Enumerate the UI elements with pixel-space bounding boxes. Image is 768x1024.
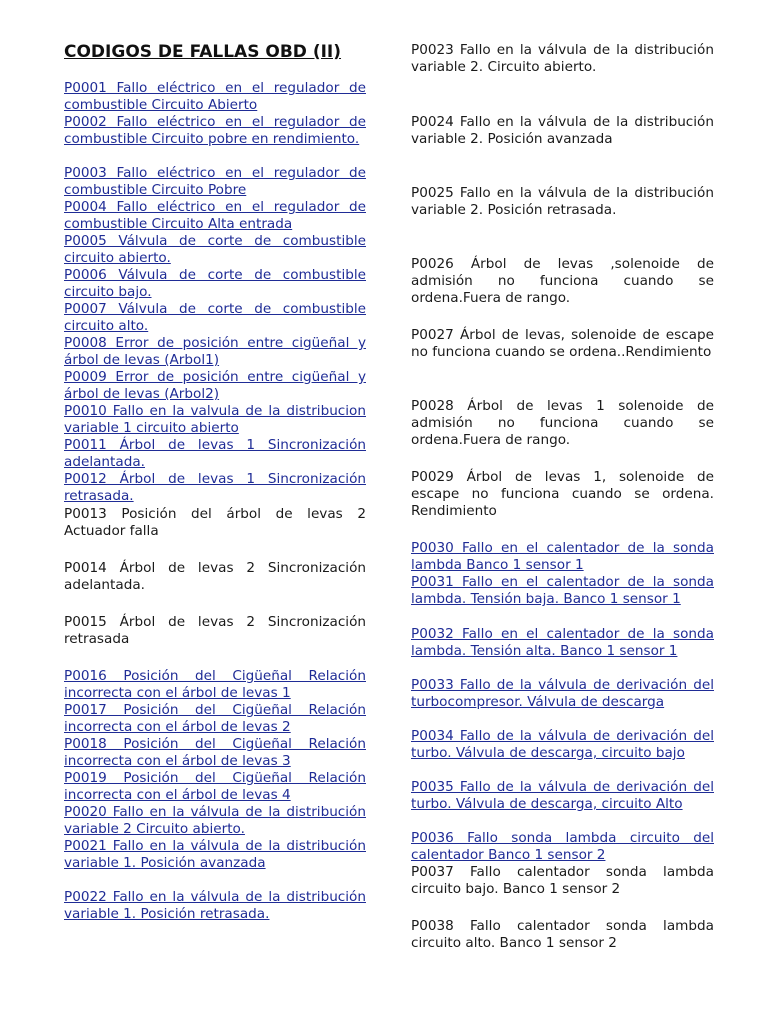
fault-code-link[interactable]: P0001 Fallo eléctrico en el regulador de combustible Circuito Abierto xyxy=(64,80,366,113)
fault-code-entry: P0038 Fallo calentador sonda lambda circuito alto. Banco 1 sensor 2 xyxy=(411,918,714,951)
fault-code-link[interactable]: P0035 Fallo de la válvula de derivación del turbo. Válvula de descarga, circuito Alto xyxy=(411,779,714,812)
fault-code-entry: P0015 Árbol de levas 2 Sincronización retrasada xyxy=(64,614,366,647)
fault-code-link[interactable]: P0016 Posición del Cigüeñal Relación incorrecta con el árbol de levas 1 xyxy=(64,668,366,701)
fault-code-link[interactable]: P0006 Válvula de corte de combustible circuito bajo. xyxy=(64,267,366,300)
fault-code-link[interactable]: P0005 Válvula de corte de combustible circuito abierto. xyxy=(64,233,366,266)
fault-code-link[interactable]: P0021 Fallo en la válvula de la distribución variable 1. Posición avanzada xyxy=(64,838,366,871)
fault-code-link[interactable]: P0036 Fallo sonda lambda circuito del calentador Banco 1 sensor 2 xyxy=(411,830,714,863)
fault-code-link[interactable]: P0002 Fallo eléctrico en el regulador de combustible Circuito pobre en rendimiento. xyxy=(64,114,366,147)
fault-code-entry: P0013 Posición del árbol de levas 2 Actuador falla xyxy=(64,506,366,539)
fault-code-link[interactable]: P0020 Fallo en la válvula de la distribución variable 2 Circuito abierto. xyxy=(64,804,366,837)
fault-code-link[interactable]: P0018 Posición del Cigüeñal Relación incorrecta con el árbol de levas 3 xyxy=(64,736,366,769)
fault-code-link[interactable]: P0032 Fallo en el calentador de la sonda lambda. Tensión alta. Banco 1 sensor 1 xyxy=(411,626,714,659)
fault-code-entry: P0026 Árbol de levas ,solenoide de admisión no funciona cuando se ordena.Fuera de rango. xyxy=(411,256,714,306)
fault-code-entry: P0023 Fallo en la válvula de la distribución variable 2. Circuito abierto. xyxy=(411,42,714,75)
fault-code-link[interactable]: P0030 Fallo en el calentador de la sonda lambda Banco 1 sensor 1 xyxy=(411,540,714,573)
fault-code-link[interactable]: P0003 Fallo eléctrico en el regulador de combustible Circuito Pobre xyxy=(64,165,366,198)
fault-code-link[interactable]: P0009 Error de posición entre cigüeñal y árbol de levas (Arbol2) xyxy=(64,369,366,402)
fault-code-link[interactable]: P0034 Fallo de la válvula de derivación del turbo. Válvula de descarga, circuito bajo xyxy=(411,728,714,761)
fault-code-link[interactable]: P0022 Fallo en la válvula de la distribución variable 1. Posición retrasada. xyxy=(64,889,366,922)
fault-code-link[interactable]: P0012 Árbol de levas 1 Sincronización retrasada. xyxy=(64,471,366,504)
fault-code-link[interactable]: P0008 Error de posición entre cigüeñal y árbol de levas (Arbol1) xyxy=(64,335,366,368)
fault-code-link[interactable]: P0010 Fallo en la valvula de la distribucion variable 1 circuito abierto xyxy=(64,403,366,436)
fault-code-link[interactable]: P0031 Fallo en el calentador de la sonda lambda. Tensión baja. Banco 1 sensor 1 xyxy=(411,574,714,607)
page-title: CODIGOS DE FALLAS OBD (II) xyxy=(64,42,342,62)
fault-code-link[interactable]: P0011 Árbol de levas 1 Sincronización adelantada. xyxy=(64,437,366,470)
fault-code-link[interactable]: P0019 Posición del Cigüeñal Relación incorrecta con el árbol de levas 4 xyxy=(64,770,366,803)
fault-code-entry: P0024 Fallo en la válvula de la distribución variable 2. Posición avanzada xyxy=(411,114,714,147)
fault-code-link[interactable]: P0033 Fallo de la válvula de derivación del turbocompresor. Válvula de descarga xyxy=(411,677,714,710)
fault-code-entry: P0014 Árbol de levas 2 Sincronización adelantada. xyxy=(64,560,366,593)
fault-code-link[interactable]: P0007 Válvula de corte de combustible circuito alto. xyxy=(64,301,366,334)
fault-code-entry: P0028 Árbol de levas 1 solenoide de admisión no funciona cuando se ordena.Fuera de rango. xyxy=(411,398,714,448)
fault-code-entry: P0037 Fallo calentador sonda lambda circuito bajo. Banco 1 sensor 2 xyxy=(411,864,714,897)
fault-code-link[interactable]: P0017 Posición del Cigüeñal Relación incorrecta con el árbol de levas 2 xyxy=(64,702,366,735)
fault-code-entry: P0025 Fallo en la válvula de la distribución variable 2. Posición retrasada. xyxy=(411,185,714,218)
fault-code-entry: P0029 Árbol de levas 1, solenoide de escape no funciona cuando se ordena. Rendimiento xyxy=(411,469,714,519)
fault-code-link[interactable]: P0004 Fallo eléctrico en el regulador de combustible Circuito Alta entrada xyxy=(64,199,366,232)
fault-code-entry: P0027 Árbol de levas, solenoide de escape no funciona cuando se ordena..Rendimiento xyxy=(411,327,714,360)
